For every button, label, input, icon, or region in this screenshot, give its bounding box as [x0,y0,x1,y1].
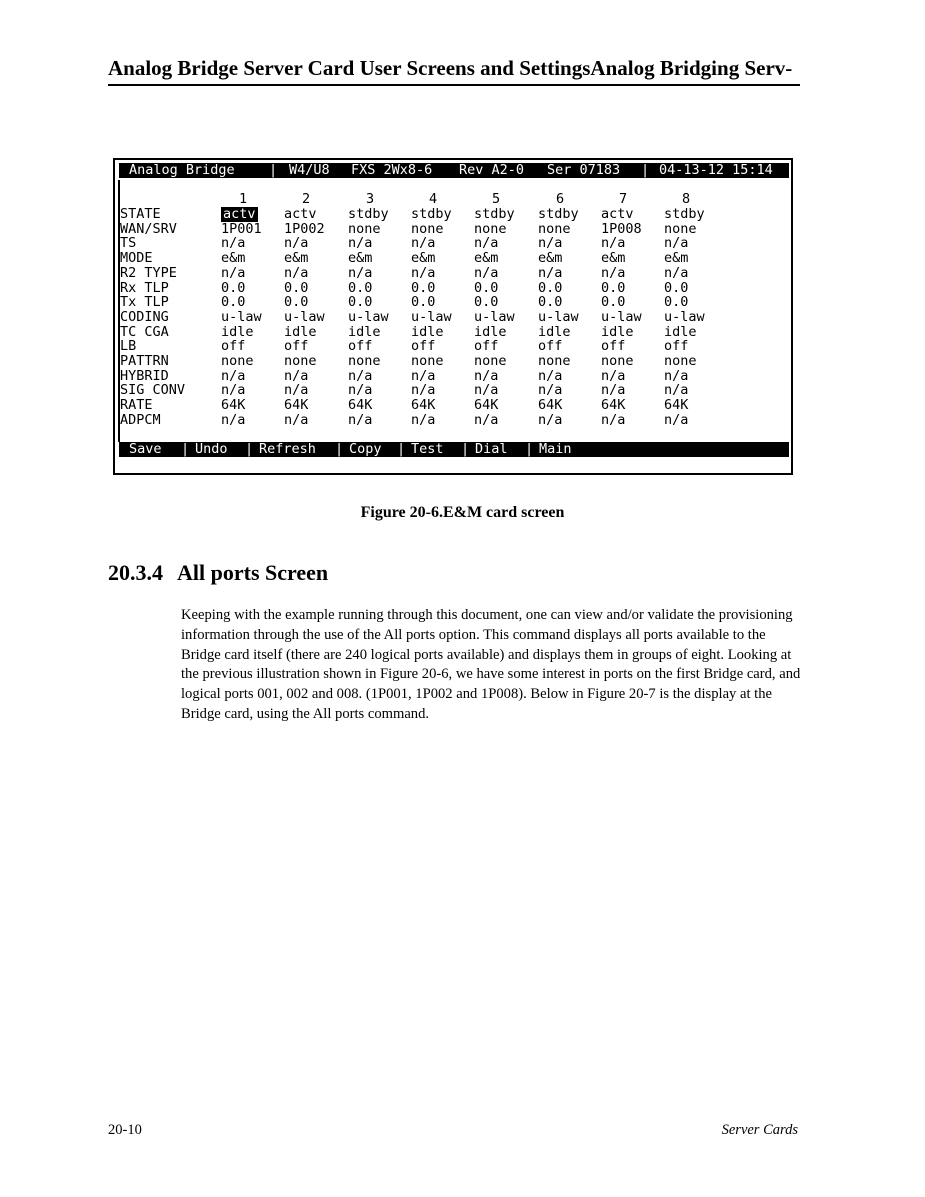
value-cell[interactable]: stdby [348,206,389,222]
value-cell[interactable]: 0.0 [601,279,626,296]
value-cell[interactable]: none [348,353,381,369]
menu-item-refresh[interactable]: Refresh [259,442,316,457]
value-cell[interactable]: n/a [664,235,689,252]
value-cell[interactable]: n/a [601,382,626,399]
column-header: 5 [492,191,501,207]
value-cell[interactable]: u-law [221,308,262,325]
value-cell[interactable]: none [474,353,507,369]
value-cell[interactable]: off [411,338,436,355]
menu-item-test[interactable]: Test [411,442,444,457]
value-cell[interactable]: 64K [664,397,689,414]
value-cell[interactable]: 0.0 [284,279,309,296]
value-cell[interactable]: e&m [664,250,689,267]
value-cell[interactable]: u-law [411,308,452,325]
value-cell[interactable]: n/a [538,382,563,399]
value-cell[interactable]: n/a [664,367,689,384]
value-cell[interactable]: n/a [538,235,563,252]
value-cell[interactable]: n/a [474,264,499,281]
value-cell[interactable]: n/a [664,264,689,281]
value-cell[interactable]: n/a [411,367,436,384]
value-cell[interactable]: stdby [664,206,705,222]
value-cell[interactable]: u-law [474,308,515,325]
terminal-datetime: 04-13-12 15:14 [659,163,773,178]
column-header: 1 [239,191,248,207]
value-cell[interactable]: stdby [474,206,515,222]
value-cell[interactable]: e&m [474,250,499,267]
footer-page-number: 20-10 [108,1122,142,1138]
value-cell[interactable]: n/a [474,411,499,428]
row-label: CODING [120,308,169,325]
value-cell[interactable]: 64K [538,397,563,414]
value-cell[interactable]: 0.0 [411,294,436,311]
value-cell[interactable]: off [284,338,309,355]
row-label: Rx TLP [120,279,169,296]
row-label: Tx TLP [120,294,169,311]
value-cell[interactable]: n/a [284,264,309,281]
value-cell[interactable]: e&m [221,250,246,267]
value-cell[interactable]: e&m [348,250,373,267]
value-cell[interactable]: n/a [221,382,246,399]
body-paragraph: Keeping with the example running through this document, one can view and/or validate the provisioning information through the use of the All ports option. This command displays all ports available to the Bridge card itself (there are 240 logical ports available) and displays them in groups of eight. Looking at the previous illustration shown in Figure 20-6, we have some interest in ports on the first Bridge card, and logical ports 001, 002 and 008. (1P001, 1P002 and 1P008). Below in Figure 20-7 is the display at the Bridge card, using the All ports command. [181,607,801,722]
value-cell[interactable]: 64K [601,397,626,414]
value-cell[interactable]: n/a [284,411,309,428]
value-cell[interactable]: 64K [411,397,436,414]
value-cell[interactable]: stdby [411,206,452,222]
value-cell[interactable]: n/a [411,382,436,399]
value-cell[interactable]: u-law [538,308,579,325]
value-cell[interactable]: 0.0 [474,279,499,296]
value-cell[interactable]: n/a [284,235,309,252]
value-cell[interactable]: 0.0 [221,294,246,311]
value-cell[interactable]: n/a [411,235,436,252]
value-cell[interactable]: off [538,338,563,355]
value-cell[interactable]: 64K [474,397,499,414]
value-cell[interactable]: u-law [664,308,705,325]
terminal-screen [113,158,793,475]
terminal-card-type: FXS 2Wx8-6 [351,163,433,178]
terminal-menu-bar: Save | Undo | Refresh | Copy | Test | Dial | Main [119,442,789,457]
value-cell[interactable]: none [601,353,634,369]
footer-chapter: Server Cards [721,1122,798,1138]
section-heading [108,560,328,586]
value-cell[interactable]: 0.0 [601,294,626,311]
value-cell[interactable]: none [284,353,317,369]
value-cell[interactable]: n/a [411,264,436,281]
running-header: Analog Bridge Server Card User Screens and SettingsAnalog Bridging Serv- [108,56,793,80]
menu-item-main[interactable]: Main [539,442,572,457]
value-cell[interactable]: n/a [221,235,246,252]
value-cell[interactable]: n/a [601,367,626,384]
value-cell[interactable]: none [538,220,571,237]
value-cell[interactable]: n/a [538,367,563,384]
value-cell[interactable]: u-law [601,308,642,325]
column-header: 7 [619,191,628,207]
value-cell[interactable]: idle [411,323,444,340]
cursor-cell[interactable]: actv [223,206,256,222]
value-cell[interactable]: idle [348,323,381,340]
row-label: RATE [120,397,153,414]
value-cell[interactable]: 0.0 [538,294,563,311]
value-cell[interactable]: 0.0 [664,294,689,311]
value-cell[interactable]: 1P001 [221,220,262,237]
value-cell[interactable]: 0.0 [348,279,373,296]
value-cell[interactable]: stdby [538,206,579,222]
header-rule [108,84,800,86]
value-cell[interactable]: 0.0 [664,279,689,296]
value-cell[interactable]: 0.0 [284,294,309,311]
value-cell[interactable]: 0.0 [538,279,563,296]
column-header: 6 [556,191,565,207]
row-label: ADPCM [120,411,161,428]
value-cell[interactable]: none [474,220,507,237]
row-label: TS [120,235,137,252]
value-cell[interactable]: n/a [664,411,689,428]
value-cell[interactable]: n/a [474,235,499,252]
value-cell[interactable]: n/a [538,411,563,428]
value-cell[interactable]: n/a [348,264,373,281]
value-cell[interactable]: off [474,338,499,355]
column-header: 8 [682,191,691,207]
row-label: STATE [120,206,161,222]
value-cell[interactable]: none [221,353,254,369]
value-cell[interactable]: 0.0 [474,294,499,311]
value-cell[interactable]: 0.0 [221,279,246,296]
column-header: 2 [302,191,311,207]
column-header: 3 [366,191,375,207]
row-label: HYBRID [120,367,169,384]
figure-caption: Figure 20-6.E&M card screen [360,504,565,521]
value-cell[interactable]: idle [664,323,697,340]
value-cell[interactable]: n/a [348,382,373,399]
value-cell[interactable]: off [221,338,246,355]
menu-item-undo[interactable]: Undo [195,442,228,457]
value-cell[interactable]: n/a [474,367,499,384]
value-cell[interactable]: n/a [601,235,626,252]
value-cell[interactable]: none [538,353,571,369]
terminal-title-bar: Analog Bridge | W4/U8 FXS 2Wx8-6 Rev A2-0 Ser 07183 | 04-13-12 15:14 [119,163,789,178]
value-cell[interactable]: idle [538,323,571,340]
value-cell[interactable]: 64K [348,397,373,414]
value-cell[interactable]: u-law [284,308,325,325]
value-cell[interactable]: none [348,220,381,237]
value-cell[interactable]: e&m [538,250,563,267]
value-cell[interactable]: n/a [348,367,373,384]
value-cell[interactable]: none [411,220,444,237]
value-cell[interactable]: actv [284,206,317,222]
terminal-serial: Ser 07183 [547,163,621,178]
value-cell[interactable]: off [601,338,626,355]
terminal-slot: W4/U8 [289,163,330,178]
row-label: LB [120,338,137,355]
section-number: 20.3.4 [108,560,163,585]
value-cell[interactable]: n/a [601,411,626,428]
menu-item-copy[interactable]: Copy [349,442,382,457]
value-cell[interactable]: idle [474,323,507,340]
value-cell[interactable]: 1P008 [601,220,642,237]
value-cell[interactable]: n/a [601,264,626,281]
row-label: TC CGA [120,323,169,340]
section-title: All ports Screen [177,560,329,585]
value-cell[interactable]: none [411,353,444,369]
value-cell[interactable]: e&m [284,250,309,267]
terminal-revision: Rev A2-0 [459,163,525,178]
value-cell[interactable]: idle [601,323,634,340]
value-cell[interactable]: idle [221,323,254,340]
value-cell[interactable]: actv [601,206,634,222]
value-cell[interactable]: 0.0 [348,294,373,311]
value-cell[interactable]: n/a [284,367,309,384]
value-cell[interactable]: n/a [221,411,246,428]
value-cell[interactable]: e&m [411,250,436,267]
value-cell[interactable]: none [664,353,697,369]
value-cell[interactable]: n/a [221,264,246,281]
value-cell[interactable]: n/a [664,382,689,399]
value-cell[interactable]: 64K [284,397,309,414]
value-cell[interactable]: n/a [411,411,436,428]
value-cell[interactable]: n/a [348,411,373,428]
column-header: 4 [429,191,438,207]
value-cell[interactable]: n/a [221,367,246,384]
value-cell[interactable]: n/a [284,382,309,399]
terminal-card-name: Analog Bridge [129,163,235,178]
value-cell[interactable]: 64K [221,397,246,414]
row-label: WAN/SRV [120,220,177,237]
value-cell[interactable]: off [664,338,689,355]
value-cell[interactable]: 1P002 [284,220,325,237]
value-cell[interactable]: 0.0 [411,279,436,296]
value-cell[interactable]: none [664,220,697,237]
row-label: R2 TYPE [120,264,177,281]
value-cell[interactable]: idle [284,323,317,340]
value-cell[interactable]: e&m [601,250,626,267]
menu-item-dial[interactable]: Dial [475,442,508,457]
menu-item-save[interactable]: Save [129,442,162,457]
value-cell[interactable]: n/a [538,264,563,281]
row-label: MODE [120,250,153,267]
value-cell[interactable]: n/a [348,235,373,252]
value-cell[interactable]: u-law [348,308,389,325]
value-cell[interactable]: n/a [474,382,499,399]
row-label: SIG CONV [120,382,186,399]
value-cell[interactable]: off [348,338,373,355]
row-label: PATTRN [120,353,169,369]
